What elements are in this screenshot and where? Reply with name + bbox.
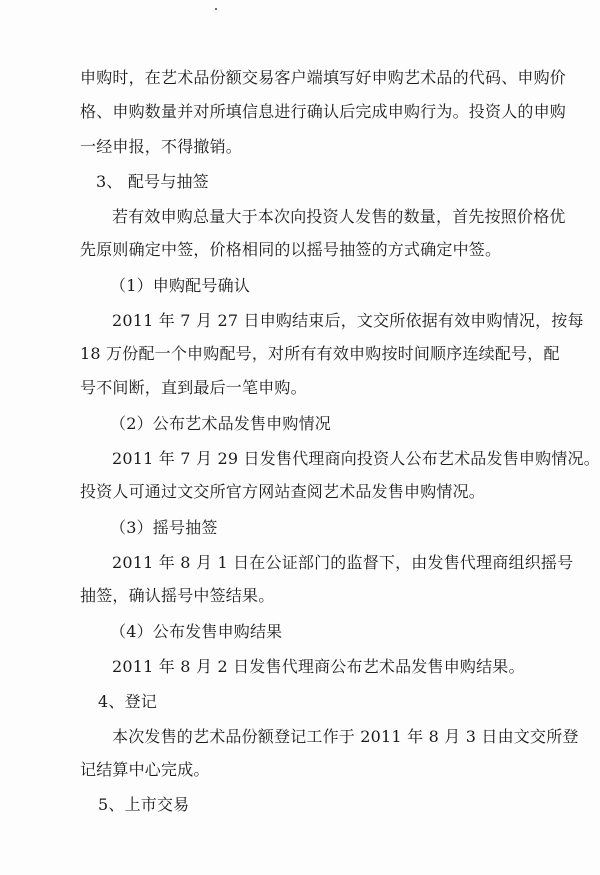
subsection-heading: （4）公布发售申购结果: [110, 622, 283, 641]
paragraph-line: 抽签，确认摇号中签结果。: [80, 586, 275, 605]
paragraph-line: 先原则确定中签，价格相同的以摇号抽签的方式确定中签。: [80, 240, 502, 259]
paragraph-line: 2011 年 8 月 1 日在公证部门的监督下，由发售代理商组织摇号: [112, 553, 574, 572]
paragraph-line: 一经申报，不得撤销。: [80, 137, 243, 156]
subsection-heading: （2）公布艺术品发售申购情况: [110, 414, 331, 433]
paragraph-line: 2011 年 7 月 29 日发售代理商向投资人公布艺术品发售申购情况。: [112, 449, 600, 468]
paragraph-line: 号不间断，直到最后一笔申购。: [80, 378, 307, 397]
paragraph-line: 记结算中心完成。: [80, 760, 210, 779]
paragraph-line: 2011 年 8 月 2 日发售代理商公布艺术品发售申购结果。: [112, 657, 525, 676]
paragraph-line: 2011 年 7 月 27 日申购结束后，文交所依据有效申购情况，按每: [112, 311, 584, 330]
paragraph-line: 格、申购数量并对所填信息进行确认后完成申购行为。投资人的申购: [80, 102, 567, 121]
paragraph-line: 18 万份配一个申购配号，对所有有效申购按时间顺序连续配号，配: [80, 344, 560, 363]
paragraph-line: 投资人可通过文交所官方网站查阅艺术品发售申购情况。: [80, 482, 486, 501]
section-heading: 5、上市交易: [98, 795, 190, 814]
paragraph-line: 申购时，在艺术品份额交易客户端填写好申购艺术品的代码、申购价: [80, 68, 567, 87]
paragraph-line: 若有效申购总量大于本次向投资人发售的数量，首先按照价格优: [112, 207, 566, 226]
paragraph-line: 本次发售的艺术品份额登记工作于 2011 年 8 月 3 日由文交所登: [112, 727, 579, 746]
subsection-heading: （3）摇号抽签: [110, 518, 218, 537]
subsection-heading: （1）申购配号确认: [110, 276, 250, 295]
section-heading: 3、 配号与抽签: [96, 172, 209, 191]
section-heading: 4、登记: [98, 692, 157, 711]
scan-speck: [215, 8, 217, 10]
